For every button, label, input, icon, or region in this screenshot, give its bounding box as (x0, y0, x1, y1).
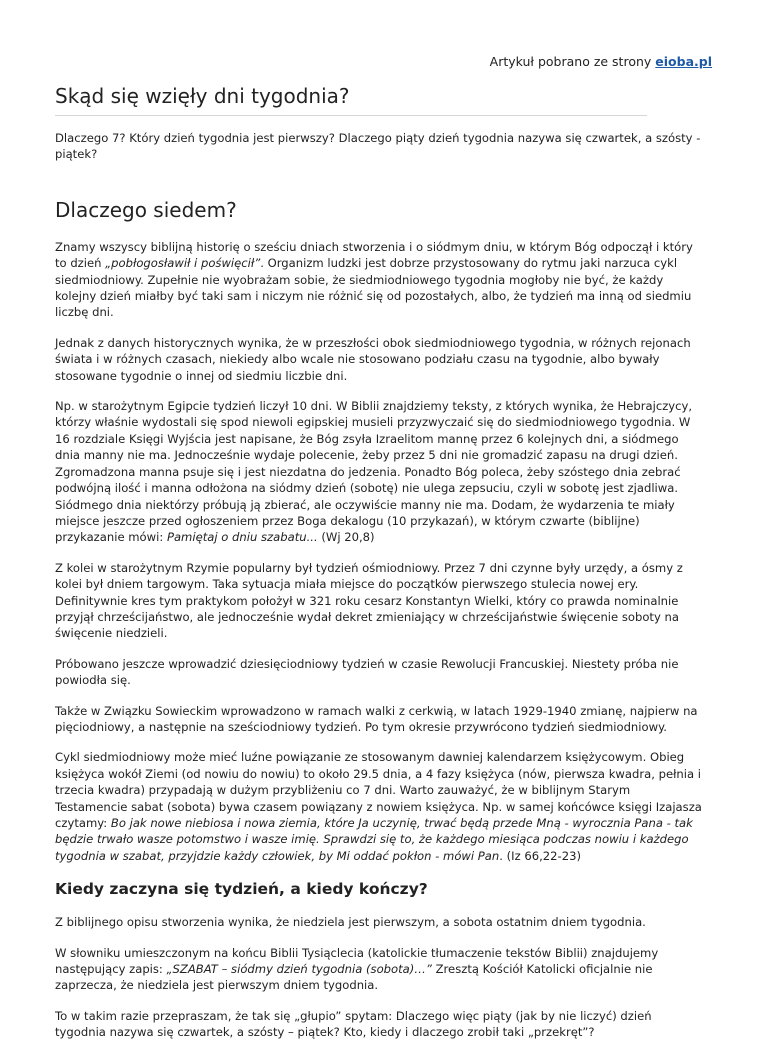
paragraph-text: Np. w starożytnym Egipcie tydzień liczył 10 dni. W Biblii znajdziemy teksty, z których wynika, że Hebrajczycy, którzy właśnie wydostali się spod niewoli egipskiej musieli przyzwyczaić się do siedmiodniowego tygodnia. W 16 rozdziale Księgi Wyjścia jest napisane, że Bóg zsyła Izraelitom mannę przez 6 kolejnych dni, a siódmego dnia manny nie ma. Jednocześnie wydaje polecenie, żeby przez 5 dni nie gromadzić zapasu na drugi dzień. Zgromadzona manna psuje się i jest niezdatna do jedzenia. Ponadto Bóg poleca, żeby szóstego dnia zebrać podwójną ilość i manna odłożona na siódmy dzień (sobotę) nie ulega zepsuciu, czyli w sobotę jest zjadliwa. Siódmego dnia niektórzy próbują ją zbierać, ale oczywiście manny nie ma. Dodam, że wydarzenia te miały miejsce jeszcze przed ogłoszeniem przez Boga dekalogu (10 przykazań), w którym czwarte (biblijne) przykazanie mówi: (55, 399, 693, 545)
paragraph-text: W słowniku umieszczonym na końcu Biblii Tysiąclecia (katolickie tłumaczenie tekstów Biblii) znajdujemy następujący zapis: (55, 945, 659, 977)
article-title: Skąd się wzięły dni tygodnia? (55, 84, 350, 108)
quote-blessed: „pobłogosławił i poświęcił” (105, 256, 261, 271)
paragraph-text: . Organizm ludzki jest dobrze przystosowany do rytmu jaki narzuca cykl siedmiodniowy. Zupełnie nie wyobrażam sobie, że siedmiodniowego tygodnia mogłoby nie być, że każdy kolejny dzień miałby być taki sam i niczym nie różnić się od pozostałych, albo, że tydzień ma inną od siedmiu liczbę dni. (55, 256, 692, 320)
article-intro: Dlaczego 7? Który dzień tygodnia jest pierwszy? Dlaczego piąty dzień tygodnia nazywa się czwartek, a szósty - piątek? (55, 131, 701, 162)
paragraph-history: Jednak z danych historycznych wynika, że w przeszłości obok siedmiodniowego tygodnia, w różnych rejonach świata i w różnych czasach, niekiedy albo wcale nie stosowano podziału czasu na tygodnie, albo bywały stosowane tygodnie o innej od siedmiu liczbie dni. (55, 335, 691, 383)
paragraph-french-revolution: Próbowano jeszcze wprowadzić dziesięciodniowy tydzień w czasie Rewolucji Francuskiej. Niestety próba nie powiodła się. (55, 656, 679, 688)
paragraph-soviet: Także w Związku Sowieckim wprowadzono w ramach walki z cerkwią, w latach 1929-1940 zmianę, najpierw na pięciodniowy, a następnie na sześciodniowy tydzień. Po tym okresie przywrócono tydzień siedmiodniowy. (55, 703, 698, 734)
paragraph-creation (55, 239, 703, 321)
paragraph-text: Zresztą Kościół Katolicki oficjalnie nie zaprzecza, że niedziela jest pierwszym dniem tygodnia. (55, 962, 653, 993)
paragraph-text: Cykl siedmiodniowy może mieć luźne powiązanie ze stosowanym dawniej kalendarzem księżycowym. Obieg księżyca wokół Ziemi (od nowiu do nowiu) to około 29.5 dnia, a 4 fazy księżyca (nów, pierwsza kwadra, pełnia i trzecia kwadra) przypadają w dużym przybliżeniu co 7 dni. Warto zauważyć, że w biblijnym Starym Testamencie sabat (sobota) bywa czasem powiązany z nowiem księżyca. Np. w samej końcówce księgi Izajasza czytamy: (55, 750, 702, 830)
bible-reference: (Wj 20,8) (317, 530, 375, 545)
source-link[interactable]: eioba.pl (655, 54, 712, 69)
paragraph-dictionary (55, 945, 703, 994)
section-heading-week-start: Kiedy zaczyna się tydzień, a kiedy kończy? (55, 880, 428, 899)
quote-isaiah: Bo jak nowe niebiosa i nowa ziemia, które Ja uczynię, trwać będą przede Mną - wyrocznia Pana - tak będzie trwało wasze potomstwo i wasze imię. Sprawdzi się to, że każdego miesiąca podczas nowiu i każdego tygodnia w szabat, przyjdzie każdy człowiek, by Mi oddać pokłon - mówi Pan (55, 816, 693, 863)
paragraph-egypt (55, 398, 703, 546)
paragraph-question: To w takim razie przepraszam, że tak się „głupio” spytam: Dlaczego więc piąty (jak by nie liczyć) dzień tygodnia nazywa się czwartek, a szósty – piątek? Kto, kiedy i dlaczego zrobił taki „przekręt”? (55, 1008, 652, 1040)
source-prefix: Artykuł pobrano ze strony (489, 54, 652, 69)
bible-reference: . (Iz 66,22-23) (499, 848, 581, 863)
paragraph-text: Znamy wszyscy biblijną historię o sześciu dniach stworzenia i o siódmym dniu, w którym Bóg odpoczął i który to dzień (55, 239, 693, 271)
source-attribution (490, 54, 712, 69)
quote-sabbath: Pamiętaj o dniu szabatu... (166, 530, 318, 545)
title-divider (55, 115, 647, 116)
section-heading-why-seven: Dlaczego siedem? (55, 197, 237, 222)
paragraph-rome: Z kolei w starożytnym Rzymie popularny był tydzień ośmiodniowy. Przez 7 dni czynne były urzędy, a ósmy z kolei był dniem targowym. Taka sytuacja miała miejsce do początków pierwszego stulecia nowej ery. Definitywnie kres tym praktykom położył w 321 roku cesarz Konstantyn Wielki, który co prawda nominalnie przyjął chrześcijaństwo, ale jednocześnie wydał dekret zmieniający w chrześcijaństwie święcenie soboty na święcenie niedzieli. (55, 560, 683, 641)
article-body (55, 130, 703, 1055)
paragraph-sunday-first: Z biblijnego opisu stworzenia wynika, że niedziela jest pierwszym, a sobota ostatnim dniem tygodnia. (55, 915, 646, 930)
paragraph-lunar (55, 749, 703, 864)
quote-szabat: „SZABAT – siódmy dzień tygodnia (sobota)…” (166, 962, 432, 977)
